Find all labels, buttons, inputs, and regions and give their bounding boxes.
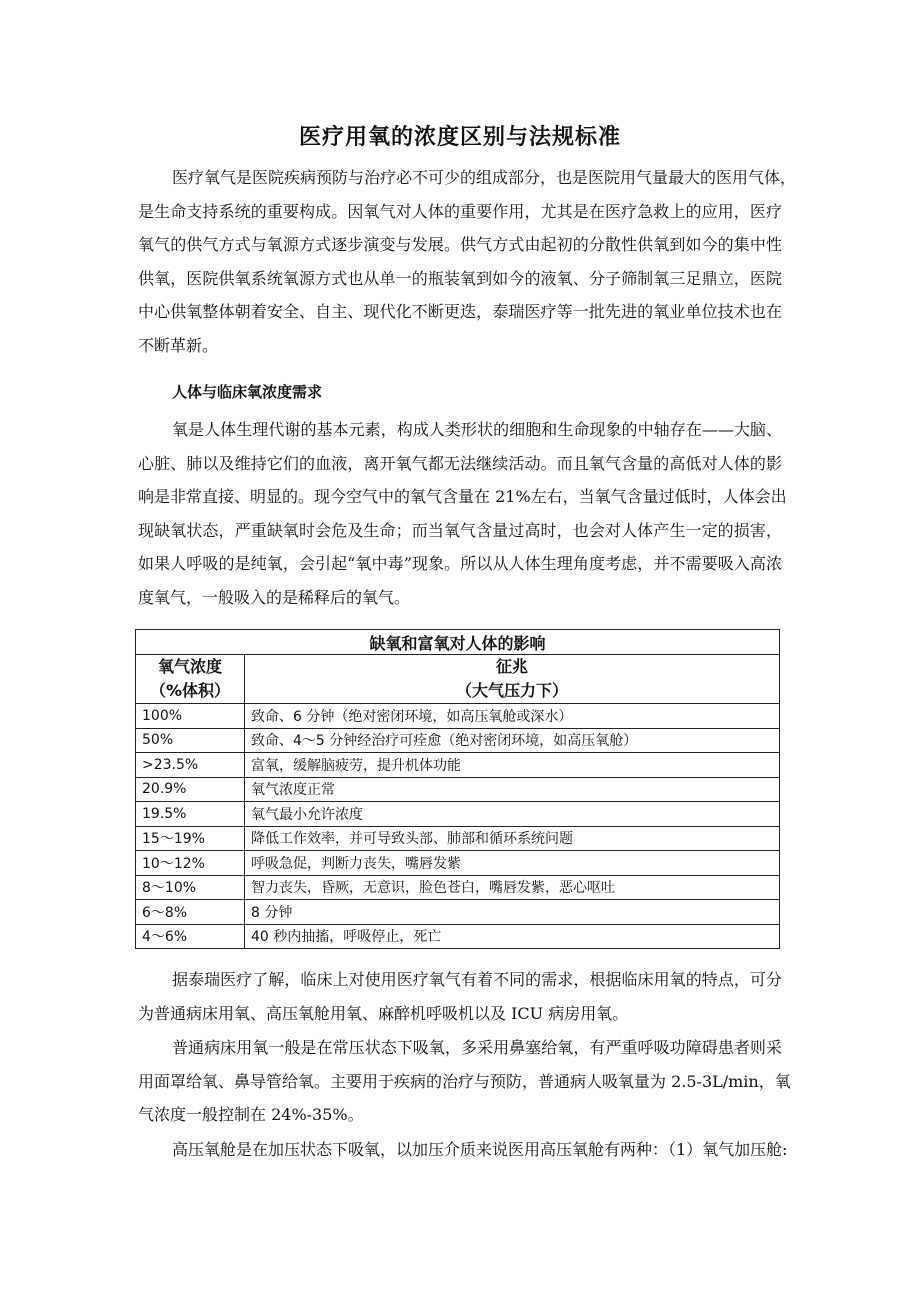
table-row (136, 851, 780, 876)
text-line: 心脏、肺以及维持它们的血液，离开氧气都无法继续活动。而且氧气含量的高低对人体的影 (138, 453, 782, 473)
text-line: 据泰瑞医疗了解，临床上对使用医疗氧气有着不同的需求，根据临床用氧的特点，可分 (172, 970, 782, 989)
symptom-cell: 致命、4～5 分钟经治疗可痊愈（绝对密闭环境，如高压氧舱） (245, 728, 780, 753)
table-row (136, 875, 780, 900)
symptom-cell: 40 秒内抽搐，呼吸停止，死亡 (245, 924, 780, 949)
symptom-cell: 8 分钟 (245, 900, 780, 925)
clinical-paragraph (138, 963, 782, 1030)
symptom-cell: 氧气最小允许浓度 (245, 802, 780, 827)
oxygen-paragraph (138, 413, 787, 614)
table-row (136, 728, 780, 753)
concentration-cell: 50% (136, 728, 245, 753)
text-line: 如果人呼吸的是纯氧，会引起“氧中毒”现象。所以从人体生理角度考虑，并不需要吸入高浓 (138, 554, 782, 573)
text-line: 普通病床用氧一般是在常压状态下吸氧，多采用鼻塞给氧，有严重呼吸功障碍患者则采 (172, 1038, 782, 1057)
text-line: 医疗氧气是医院疾病预防与治疗必不可少的组成部分，也是医院用气量最大的医用气体， (172, 168, 797, 187)
concentration-cell: 6～8% (136, 900, 245, 925)
table-row (136, 753, 780, 778)
table-row (136, 826, 780, 851)
chamber-paragraph (138, 1133, 788, 1167)
concentration-cell: 4～6% (136, 924, 245, 949)
text-line: 度氧气，一般吸入的是稀释后的氧气。 (138, 587, 411, 607)
text-line: 氧气的供气方式与氧源方式逐步演变与发展。供气方式由起初的分散性供氧到如今的集中性 (138, 235, 782, 254)
concentration-cell: 20.9% (136, 777, 245, 802)
text-line: 是生命支持系统的重要构成。因氧气对人体的重要作用，尤其是在医疗急救上的应用，医疗 (138, 201, 782, 221)
concentration-cell: 15～19% (136, 826, 245, 851)
text-line: 为普通病床用氧、高压氧舱用氧、麻醉机呼吸机以及 ICU 病房用氧。 (138, 1003, 629, 1023)
concentration-cell: 10～12% (136, 851, 245, 876)
table-row (136, 924, 780, 949)
ward-paragraph (138, 1031, 791, 1132)
oxygen-effects-table (135, 629, 780, 949)
symptom-cell: 智力丧失，昏厥，无意识，脸色苍白，嘴唇发紫，恶心呕吐 (245, 875, 780, 900)
symptom-cell: 降低工作效率，并可导致头部、肺部和循环系统问题 (245, 826, 780, 851)
symptom-cell: 富氧，缓解脑疲劳，提升机体功能 (245, 753, 780, 778)
intro-paragraph (138, 161, 797, 362)
text-line: 气浓度一般控制在 24%-35%。 (138, 1105, 364, 1124)
concentration-cell: 100% (136, 704, 245, 729)
column-header-symptoms: 征兆 （大气压力下） (245, 655, 780, 704)
concentration-cell: 8～10% (136, 875, 245, 900)
text-line: 高压氧舱是在加压状态下吸氧，以加压介质来说医用高压氧舱有两种：（1）氧气加压舱: (172, 1140, 788, 1159)
text-line: 用面罩给氧、鼻导管给氧。主要用于疾病的治疗与预防，普通病人吸氧量为 2.5-3L/min，氧 (138, 1071, 791, 1091)
table-row (136, 802, 780, 827)
symptom-cell: 致命、6 分钟（绝对密闭环境，如高压氧舱或深水） (245, 704, 780, 729)
section-heading: 人体与临床氧浓度需求 (172, 383, 323, 401)
text-line: 供氧，医院供氧系统氧源方式也从单一的瓶装氧到如今的液氧、分子筛制氧三足鼎立，医院 (138, 268, 782, 288)
document-title: 医疗用氧的浓度区别与法规标准 (298, 124, 621, 150)
symptom-cell: 呼吸急促，判断力丧失，嘴唇发紫 (245, 851, 780, 876)
concentration-cell: >23.5% (136, 753, 245, 778)
table-row (136, 777, 780, 802)
text-line: 氧是人体生理代谢的基本元素，构成人类形状的细胞和生命现象的中轴存在——大脑、 (172, 420, 782, 439)
table-row (136, 900, 780, 925)
text-line: 不断革新。 (138, 335, 219, 355)
table-caption: 缺氧和富氧对人体的影响 (136, 630, 780, 655)
symptom-cell: 氧气浓度正常 (245, 777, 780, 802)
concentration-cell: 19.5% (136, 802, 245, 827)
text-line: 响是非常直接、明显的。现今空气中的氧气含量在 21%左右，当氧气含量过低时，人体会出 (138, 487, 787, 506)
table-row (136, 704, 780, 729)
text-line: 现缺氧状态，严重缺氧时会危及生命；而当氧气含量过高时，也会对人体产生一定的损害， (138, 520, 782, 540)
text-line: 中心供氧整体朝着安全、自主、现代化不断更迭，泰瑞医疗等一批先进的氧业单位技术也在 (138, 302, 782, 321)
column-header-concentration: 氧气浓度 （%体积） (136, 655, 245, 704)
